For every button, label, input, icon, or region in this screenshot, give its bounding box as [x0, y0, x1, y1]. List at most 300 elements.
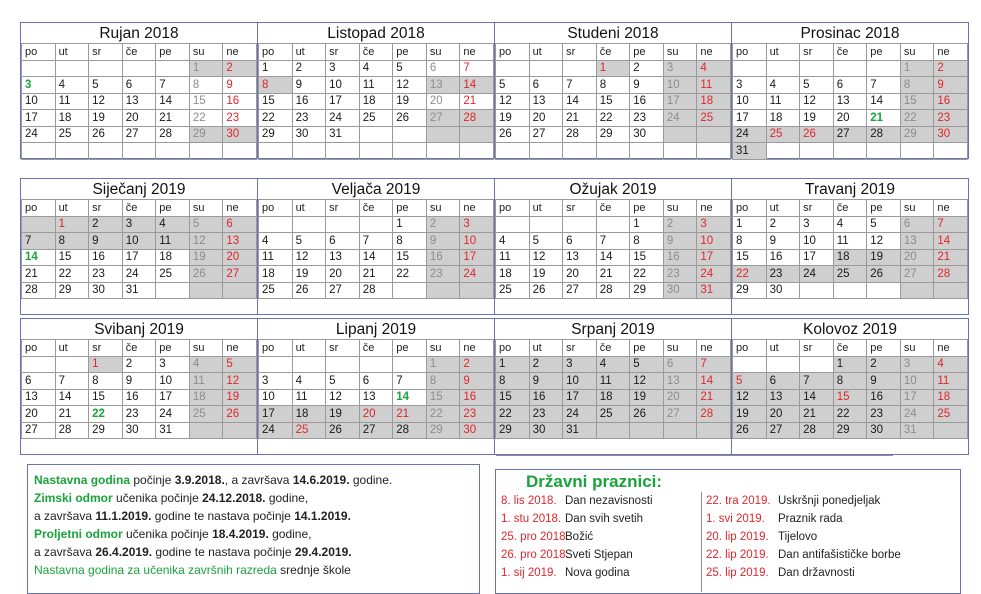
day-cell	[563, 216, 597, 233]
day-cell: 23	[663, 266, 697, 283]
day-cell: 30	[122, 422, 156, 439]
weekday-label: po	[259, 200, 293, 217]
day-cell: 7	[596, 233, 630, 250]
week-row	[259, 60, 494, 77]
day-cell: 4	[496, 233, 530, 250]
day-cell: 28	[393, 422, 427, 439]
day-cell: 18	[156, 249, 190, 266]
month-calendar	[20, 318, 258, 455]
day-cell: 4	[55, 77, 89, 94]
month-title: Travanj 2019	[805, 181, 895, 198]
day-cell: 22	[833, 406, 867, 423]
weekday-label: po	[733, 44, 767, 61]
weekday-label: pe	[393, 200, 427, 217]
day-cell: 3	[563, 356, 597, 373]
day-cell: 10	[800, 233, 834, 250]
day-cell	[496, 60, 530, 77]
day-cell: 8	[426, 373, 460, 390]
day-cell: 18	[697, 93, 731, 110]
month-title: Ožujak 2019	[569, 181, 657, 198]
day-cell	[934, 422, 968, 439]
day-cell: 13	[663, 373, 697, 390]
day-cell: 2	[934, 60, 968, 77]
weekday-label: sr	[89, 340, 123, 357]
day-cell: 14	[934, 233, 968, 250]
weekday-label: ne	[223, 340, 257, 357]
day-cell	[292, 216, 326, 233]
week-row	[259, 233, 494, 250]
day-cell: 9	[460, 373, 494, 390]
day-cell	[22, 143, 56, 160]
weekday-label: su	[900, 340, 934, 357]
day-cell: 13	[326, 249, 360, 266]
week-row	[22, 60, 257, 77]
day-cell: 3	[800, 216, 834, 233]
day-cell: 9	[292, 77, 326, 94]
day-cell: 26	[393, 110, 427, 127]
day-cell: 11	[766, 93, 800, 110]
day-cell: 5	[89, 77, 123, 94]
day-cell: 24	[733, 126, 767, 143]
day-cell	[663, 422, 697, 439]
holiday-item	[706, 546, 956, 564]
week-row	[733, 266, 968, 283]
week-row	[259, 249, 494, 266]
day-cell: 15	[630, 249, 664, 266]
day-cell: 10	[663, 77, 697, 94]
month-table	[732, 199, 968, 299]
day-cell: 14	[596, 249, 630, 266]
day-cell: 17	[733, 110, 767, 127]
week-row	[22, 249, 257, 266]
day-cell: 21	[22, 266, 56, 283]
day-cell: 19	[292, 266, 326, 283]
day-cell: 28	[596, 282, 630, 299]
day-cell	[259, 356, 293, 373]
day-cell: 15	[55, 249, 89, 266]
day-cell	[766, 356, 800, 373]
day-cell: 8	[630, 233, 664, 250]
day-cell: 4	[833, 216, 867, 233]
week-row	[259, 143, 494, 160]
month-title: Kolovoz 2019	[803, 321, 897, 338]
day-cell: 18	[934, 389, 968, 406]
month-calendar	[20, 22, 258, 159]
day-cell: 15	[596, 93, 630, 110]
day-cell: 20	[529, 110, 563, 127]
weekday-label: su	[663, 200, 697, 217]
holiday-item	[706, 492, 956, 510]
weekday-header	[733, 44, 968, 61]
month-title: Listopad 2018	[327, 25, 425, 42]
day-cell: 18	[833, 249, 867, 266]
week-row	[733, 356, 968, 373]
day-cell	[529, 216, 563, 233]
weekday-label: po	[496, 44, 530, 61]
day-cell: 29	[55, 282, 89, 299]
week-row	[22, 406, 257, 423]
weekday-label: pe	[393, 44, 427, 61]
weekday-label: ut	[55, 44, 89, 61]
day-cell: 23	[89, 266, 123, 283]
weekday-label: su	[900, 44, 934, 61]
day-cell: 13	[900, 233, 934, 250]
week-row	[22, 93, 257, 110]
weekday-label: ut	[55, 340, 89, 357]
holiday-item	[706, 510, 956, 528]
weekday-label: po	[733, 340, 767, 357]
day-cell	[22, 356, 56, 373]
weekday-label: po	[496, 200, 530, 217]
weekday-header	[22, 44, 257, 61]
day-cell: 25	[934, 406, 968, 423]
weekday-label: če	[596, 340, 630, 357]
day-cell: 10	[733, 93, 767, 110]
day-cell: 16	[292, 93, 326, 110]
day-cell: 20	[900, 249, 934, 266]
day-cell: 11	[697, 77, 731, 94]
day-cell: 7	[359, 233, 393, 250]
day-cell	[766, 143, 800, 160]
holiday-date: 26. pro 2018.	[501, 549, 569, 561]
day-cell: 7	[156, 77, 190, 94]
day-cell: 13	[359, 389, 393, 406]
holiday-name: Dan državnosti	[778, 567, 855, 579]
day-cell: 10	[122, 233, 156, 250]
day-cell: 3	[156, 356, 190, 373]
day-cell: 27	[563, 282, 597, 299]
day-cell: 3	[326, 60, 360, 77]
month-table	[495, 43, 731, 160]
day-cell	[156, 282, 190, 299]
day-cell: 31	[900, 422, 934, 439]
day-cell: 25	[292, 422, 326, 439]
week-row	[259, 373, 494, 390]
day-cell: 19	[630, 389, 664, 406]
day-cell: 8	[496, 373, 530, 390]
day-cell: 16	[663, 249, 697, 266]
weekday-label: sr	[89, 200, 123, 217]
day-cell: 23	[426, 266, 460, 283]
day-cell: 5	[223, 356, 257, 373]
holiday-item	[501, 528, 701, 546]
day-cell: 4	[156, 216, 190, 233]
day-cell: 15	[393, 249, 427, 266]
day-cell: 24	[697, 266, 731, 283]
month-table	[258, 199, 494, 299]
day-cell: 24	[259, 422, 293, 439]
day-cell	[326, 143, 360, 160]
day-cell: 10	[697, 233, 731, 250]
weekday-label: sr	[563, 340, 597, 357]
day-cell	[800, 356, 834, 373]
week-row	[733, 60, 968, 77]
day-cell: 26	[189, 266, 223, 283]
day-cell: 22	[393, 266, 427, 283]
week-row	[496, 216, 731, 233]
week-row	[22, 233, 257, 250]
day-cell: 31	[122, 282, 156, 299]
day-cell: 23	[766, 266, 800, 283]
day-cell: 18	[259, 266, 293, 283]
day-cell: 1	[89, 356, 123, 373]
weekday-label: pe	[630, 340, 664, 357]
holidays-column-1	[501, 492, 702, 592]
day-cell	[393, 126, 427, 143]
day-cell: 29	[89, 422, 123, 439]
day-cell: 17	[460, 249, 494, 266]
weekday-label: su	[663, 340, 697, 357]
week-row	[496, 356, 731, 373]
day-cell: 17	[326, 93, 360, 110]
day-cell: 28	[460, 110, 494, 127]
day-cell: 24	[122, 266, 156, 283]
day-cell: 10	[460, 233, 494, 250]
day-cell	[189, 422, 223, 439]
day-cell: 1	[900, 60, 934, 77]
day-cell: 17	[697, 249, 731, 266]
day-cell: 17	[156, 389, 190, 406]
day-cell: 23	[867, 406, 901, 423]
day-cell	[596, 216, 630, 233]
day-cell: 6	[359, 373, 393, 390]
day-cell: 22	[55, 266, 89, 283]
weekday-label: pe	[867, 340, 901, 357]
day-cell: 20	[426, 93, 460, 110]
day-cell	[223, 422, 257, 439]
day-cell: 17	[22, 110, 56, 127]
day-cell	[326, 216, 360, 233]
day-cell	[22, 216, 56, 233]
day-cell	[800, 143, 834, 160]
day-cell: 9	[529, 373, 563, 390]
weekday-label: pe	[156, 200, 190, 217]
weekday-label: če	[596, 200, 630, 217]
day-cell: 31	[733, 143, 767, 160]
day-cell: 21	[697, 389, 731, 406]
month-table	[258, 43, 494, 160]
holiday-item	[706, 564, 956, 582]
day-cell: 14	[800, 389, 834, 406]
day-cell: 19	[326, 406, 360, 423]
day-cell: 7	[934, 216, 968, 233]
weekday-label: ut	[55, 200, 89, 217]
day-cell: 19	[496, 110, 530, 127]
day-cell: 8	[55, 233, 89, 250]
day-cell	[259, 216, 293, 233]
day-cell: 13	[529, 93, 563, 110]
holiday-name: Tijelovo	[778, 531, 818, 543]
day-cell: 26	[867, 266, 901, 283]
day-cell	[460, 282, 494, 299]
day-cell: 23	[122, 406, 156, 423]
day-cell: 25	[697, 110, 731, 127]
day-cell: 25	[833, 266, 867, 283]
weekday-label: su	[900, 200, 934, 217]
week-row	[22, 143, 257, 160]
week-row	[496, 60, 731, 77]
day-cell: 5	[529, 233, 563, 250]
day-cell: 11	[189, 373, 223, 390]
day-cell	[800, 282, 834, 299]
day-cell: 18	[292, 406, 326, 423]
day-cell	[529, 60, 563, 77]
day-cell: 13	[223, 233, 257, 250]
day-cell: 23	[460, 406, 494, 423]
week-row	[22, 373, 257, 390]
day-cell: 20	[122, 110, 156, 127]
day-cell	[55, 143, 89, 160]
day-cell: 15	[833, 389, 867, 406]
day-cell: 16	[867, 389, 901, 406]
holiday-item	[501, 492, 701, 510]
day-cell	[733, 356, 767, 373]
day-cell: 12	[326, 389, 360, 406]
day-cell: 2	[529, 356, 563, 373]
day-cell	[934, 143, 968, 160]
weekday-label: po	[259, 44, 293, 61]
day-cell: 3	[22, 77, 56, 94]
day-cell	[733, 60, 767, 77]
weekday-label: ut	[529, 44, 563, 61]
day-cell	[833, 282, 867, 299]
day-cell: 3	[663, 60, 697, 77]
day-cell: 29	[630, 282, 664, 299]
day-cell	[426, 282, 460, 299]
day-cell: 12	[867, 233, 901, 250]
info-line-5: a završava 26.4.2019. godine te nastava počinje 29.4.2019.	[34, 545, 352, 559]
day-cell	[326, 356, 360, 373]
day-cell: 20	[766, 406, 800, 423]
weekday-label: su	[189, 200, 223, 217]
day-cell: 19	[733, 406, 767, 423]
week-row	[22, 77, 257, 94]
day-cell: 14	[393, 389, 427, 406]
weekday-label: ne	[223, 200, 257, 217]
month-table	[732, 339, 968, 439]
day-cell: 30	[630, 126, 664, 143]
weekday-label: sr	[800, 340, 834, 357]
day-cell: 31	[563, 422, 597, 439]
day-cell: 3	[460, 216, 494, 233]
day-cell	[833, 60, 867, 77]
day-cell	[189, 282, 223, 299]
day-cell: 15	[426, 389, 460, 406]
weekday-label: su	[189, 340, 223, 357]
day-cell	[496, 143, 530, 160]
day-cell: 29	[189, 126, 223, 143]
weekday-label: pe	[156, 340, 190, 357]
day-cell: 27	[22, 422, 56, 439]
month-title: Studeni 2018	[567, 25, 659, 42]
day-cell: 18	[596, 389, 630, 406]
day-cell: 18	[189, 389, 223, 406]
weekday-label: če	[359, 200, 393, 217]
day-cell: 31	[156, 422, 190, 439]
day-cell: 26	[800, 126, 834, 143]
day-cell	[833, 143, 867, 160]
week-row	[496, 126, 731, 143]
weekday-label: če	[833, 340, 867, 357]
weekday-label: ne	[460, 340, 494, 357]
weekday-label: ut	[766, 340, 800, 357]
weekday-label: po	[22, 200, 56, 217]
holiday-name: Sveti Stjepan	[565, 549, 633, 561]
week-row	[259, 406, 494, 423]
day-cell: 30	[934, 126, 968, 143]
day-cell: 4	[766, 77, 800, 94]
month-calendar	[257, 22, 495, 159]
day-cell: 14	[867, 93, 901, 110]
day-cell	[630, 143, 664, 160]
day-cell: 20	[663, 389, 697, 406]
day-cell: 16	[426, 249, 460, 266]
day-cell: 8	[393, 233, 427, 250]
day-cell: 7	[800, 373, 834, 390]
day-cell: 28	[55, 422, 89, 439]
weekday-label: ut	[766, 44, 800, 61]
holiday-date: 1. svi 2019.	[706, 513, 765, 525]
day-cell: 28	[563, 126, 597, 143]
day-cell: 14	[460, 77, 494, 94]
day-cell	[223, 282, 257, 299]
weekday-label: su	[426, 44, 460, 61]
day-cell	[663, 143, 697, 160]
day-cell: 4	[189, 356, 223, 373]
weekday-label: pe	[630, 200, 664, 217]
day-cell: 12	[89, 93, 123, 110]
day-cell: 20	[833, 110, 867, 127]
month-table	[732, 43, 968, 160]
day-cell: 19	[393, 93, 427, 110]
day-cell: 23	[529, 406, 563, 423]
day-cell	[122, 143, 156, 160]
day-cell: 3	[900, 356, 934, 373]
day-cell: 4	[596, 356, 630, 373]
weekday-header	[496, 200, 731, 217]
day-cell: 21	[596, 266, 630, 283]
day-cell: 16	[934, 93, 968, 110]
day-cell	[259, 143, 293, 160]
day-cell: 1	[833, 356, 867, 373]
day-cell: 8	[189, 77, 223, 94]
day-cell: 2	[223, 60, 257, 77]
week-row	[496, 389, 731, 406]
day-cell	[496, 216, 530, 233]
day-cell: 6	[529, 77, 563, 94]
weekday-label: po	[22, 340, 56, 357]
day-cell: 30	[89, 282, 123, 299]
weekday-label: ne	[697, 200, 731, 217]
day-cell: 6	[223, 216, 257, 233]
day-cell: 30	[529, 422, 563, 439]
weekday-label: ne	[697, 340, 731, 357]
weekday-label: ut	[292, 200, 326, 217]
day-cell: 6	[122, 77, 156, 94]
divider-line	[496, 455, 893, 456]
day-cell: 9	[934, 77, 968, 94]
holiday-date: 1. stu 2018.	[501, 513, 562, 525]
day-cell: 30	[223, 126, 257, 143]
day-cell: 21	[867, 110, 901, 127]
day-cell: 14	[359, 249, 393, 266]
day-cell: 7	[22, 233, 56, 250]
day-cell: 21	[55, 406, 89, 423]
day-cell	[529, 143, 563, 160]
day-cell: 11	[359, 77, 393, 94]
week-row	[733, 422, 968, 439]
day-cell	[663, 126, 697, 143]
